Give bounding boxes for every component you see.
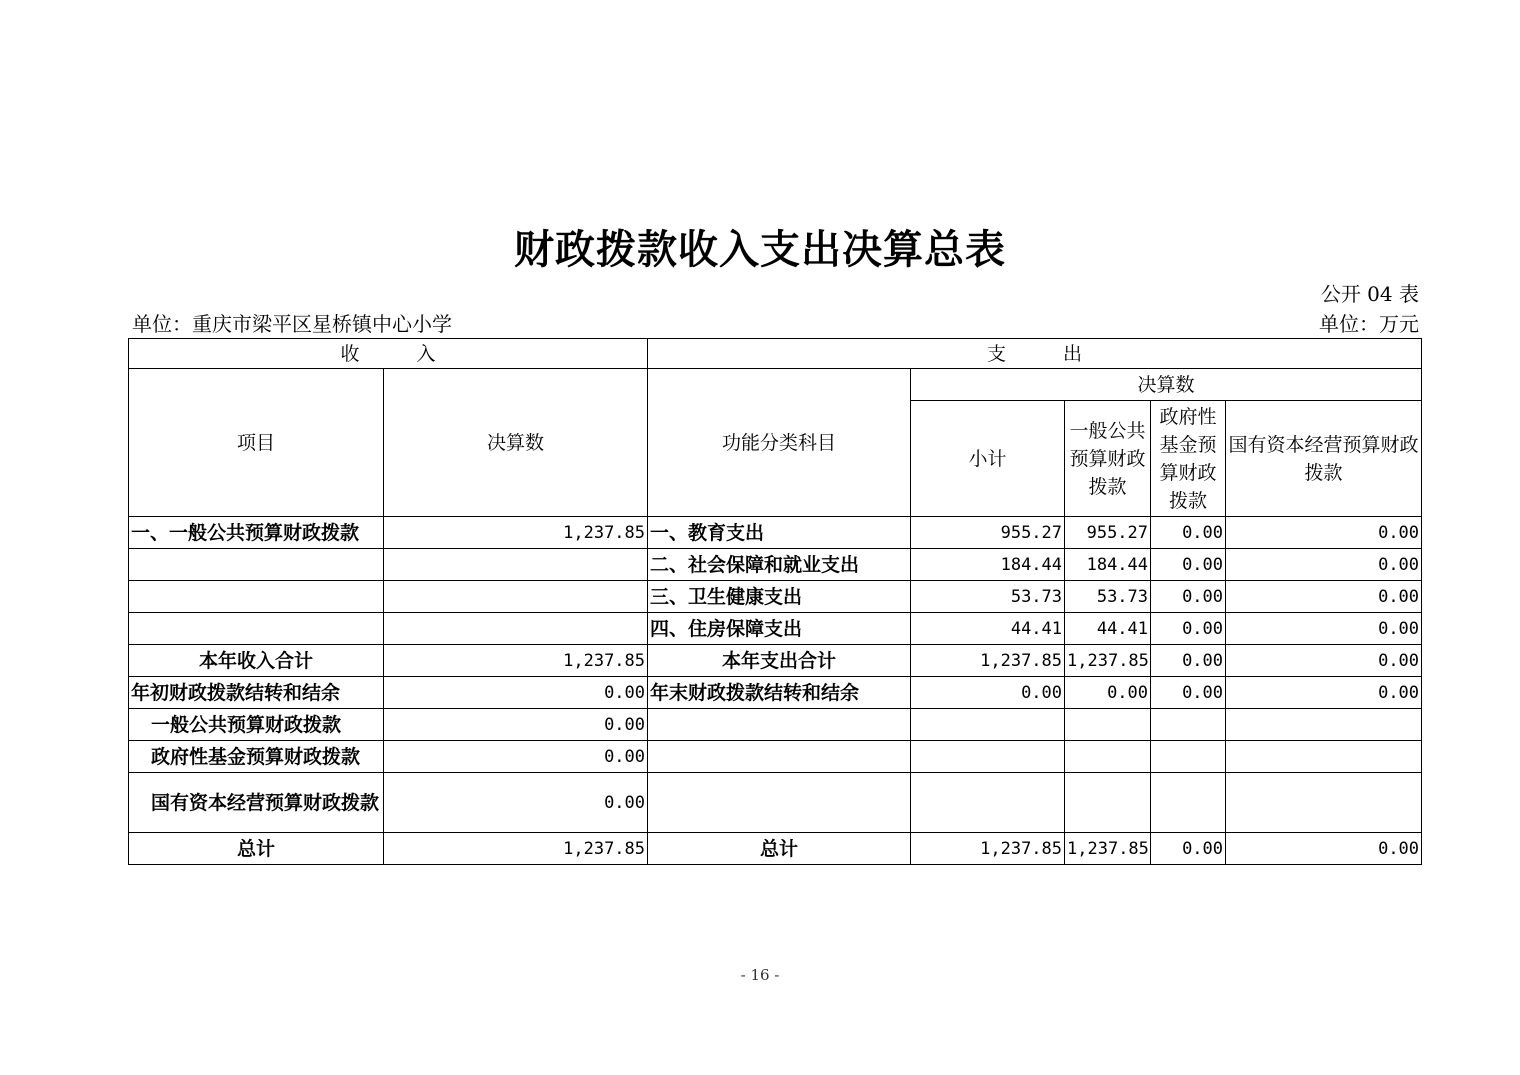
- func-class-header: 功能分类科目: [648, 369, 911, 517]
- income-item: 一、一般公共预算财政拨款: [129, 517, 384, 549]
- expense-capital: 0.00: [1226, 677, 1422, 709]
- unit-currency: 单位：万元: [1319, 312, 1419, 336]
- expense-fund: 0.00: [1151, 645, 1226, 677]
- expense-item: [648, 773, 911, 833]
- expense-subtotal: [911, 773, 1065, 833]
- expense-fund: 0.00: [1151, 677, 1226, 709]
- table-row: [129, 741, 1422, 773]
- income-item: 本年收入合计: [129, 645, 384, 677]
- table-row: [129, 549, 1422, 581]
- table-row: [129, 581, 1422, 613]
- header-row-group: [129, 369, 1422, 401]
- header-row-section: [129, 339, 1422, 369]
- income-item: 总计: [129, 833, 384, 865]
- expense-item: 二、社会保障和就业支出: [648, 549, 911, 581]
- expense-fund: 0.00: [1151, 549, 1226, 581]
- general-budget-header: 一般公共预算财政拨款: [1065, 401, 1151, 517]
- subtotal-header: 小计: [911, 401, 1065, 517]
- income-item: [129, 613, 384, 645]
- expense-general: [1065, 773, 1151, 833]
- expense-fund: 0.00: [1151, 581, 1226, 613]
- expense-subtotal: 1,237.85: [911, 833, 1065, 865]
- expense-subtotal: 53.73: [911, 581, 1065, 613]
- expense-capital: 0.00: [1226, 833, 1422, 865]
- income-item: 国有资本经营预算财政拨款: [129, 773, 384, 833]
- income-value: 0.00: [384, 773, 648, 833]
- page-number: - 16 -: [740, 966, 780, 984]
- finance-table: [128, 338, 1422, 865]
- expense-general: 184.44: [1065, 549, 1151, 581]
- income-item: [129, 581, 384, 613]
- expense-item: 本年支出合计: [648, 645, 911, 677]
- expense-fund: [1151, 709, 1226, 741]
- expense-subtotal: 0.00: [911, 677, 1065, 709]
- expense-subtotal: 955.27: [911, 517, 1065, 549]
- expense-fund: 0.00: [1151, 517, 1226, 549]
- expense-capital: 0.00: [1226, 581, 1422, 613]
- income-item: 政府性基金预算财政拨款: [129, 741, 384, 773]
- expense-general: [1065, 709, 1151, 741]
- income-value: [384, 613, 648, 645]
- item-header: 项目: [129, 369, 384, 517]
- expense-fund: 0.00: [1151, 833, 1226, 865]
- income-value: 0.00: [384, 741, 648, 773]
- page-title: 财政拨款收入支出决算总表: [514, 227, 1006, 273]
- expense-capital: 0.00: [1226, 517, 1422, 549]
- income-value: 0.00: [384, 709, 648, 741]
- table-row-grand-total: [129, 833, 1422, 865]
- income-item: 年初财政拨款结转和结余: [129, 677, 384, 709]
- income-section-header: 收 入: [129, 339, 648, 369]
- table-row: [129, 613, 1422, 645]
- income-value: 1,237.85: [384, 517, 648, 549]
- expense-item: 三、卫生健康支出: [648, 581, 911, 613]
- expense-fund: [1151, 773, 1226, 833]
- gov-fund-header: 政府性基金预算财政拨款: [1151, 401, 1226, 517]
- expense-subtotal: 1,237.85: [911, 645, 1065, 677]
- expense-capital: [1226, 709, 1422, 741]
- unit-organization: 单位：重庆市梁平区星桥镇中心小学: [132, 312, 452, 336]
- table-row: [129, 677, 1422, 709]
- table-row: [129, 517, 1422, 549]
- expense-general: 1,237.85: [1065, 833, 1151, 865]
- table-row: [129, 773, 1422, 833]
- state-capital-header: 国有资本经营预算财政拨款: [1226, 401, 1422, 517]
- expense-general: 0.00: [1065, 677, 1151, 709]
- income-item: [129, 549, 384, 581]
- expense-capital: [1226, 773, 1422, 833]
- income-value: 0.00: [384, 677, 648, 709]
- expense-item: [648, 709, 911, 741]
- table-id: 公开 04 表: [1320, 282, 1419, 306]
- expense-general: 53.73: [1065, 581, 1151, 613]
- expense-item: [648, 741, 911, 773]
- expense-subtotal: [911, 709, 1065, 741]
- expense-amount-header: 决算数: [911, 369, 1422, 401]
- expense-general: 44.41: [1065, 613, 1151, 645]
- expense-fund: 0.00: [1151, 613, 1226, 645]
- expense-subtotal: 184.44: [911, 549, 1065, 581]
- income-value: [384, 549, 648, 581]
- expense-fund: [1151, 741, 1226, 773]
- expense-subtotal: [911, 741, 1065, 773]
- expense-capital: [1226, 741, 1422, 773]
- expense-item: 四、住房保障支出: [648, 613, 911, 645]
- expense-general: [1065, 741, 1151, 773]
- table-row: [129, 709, 1422, 741]
- income-value: 1,237.85: [384, 833, 648, 865]
- income-amount-header: 决算数: [384, 369, 648, 517]
- income-value: 1,237.85: [384, 645, 648, 677]
- expense-capital: 0.00: [1226, 613, 1422, 645]
- expense-section-header: 支 出: [648, 339, 1422, 369]
- income-item: 一般公共预算财政拨款: [129, 709, 384, 741]
- expense-item: 一、教育支出: [648, 517, 911, 549]
- expense-capital: 0.00: [1226, 645, 1422, 677]
- expense-general: 955.27: [1065, 517, 1151, 549]
- expense-capital: 0.00: [1226, 549, 1422, 581]
- expense-item: 年末财政拨款结转和结余: [648, 677, 911, 709]
- table-row-total-year: [129, 645, 1422, 677]
- expense-general: 1,237.85: [1065, 645, 1151, 677]
- expense-item: 总计: [648, 833, 911, 865]
- expense-subtotal: 44.41: [911, 613, 1065, 645]
- income-value: [384, 581, 648, 613]
